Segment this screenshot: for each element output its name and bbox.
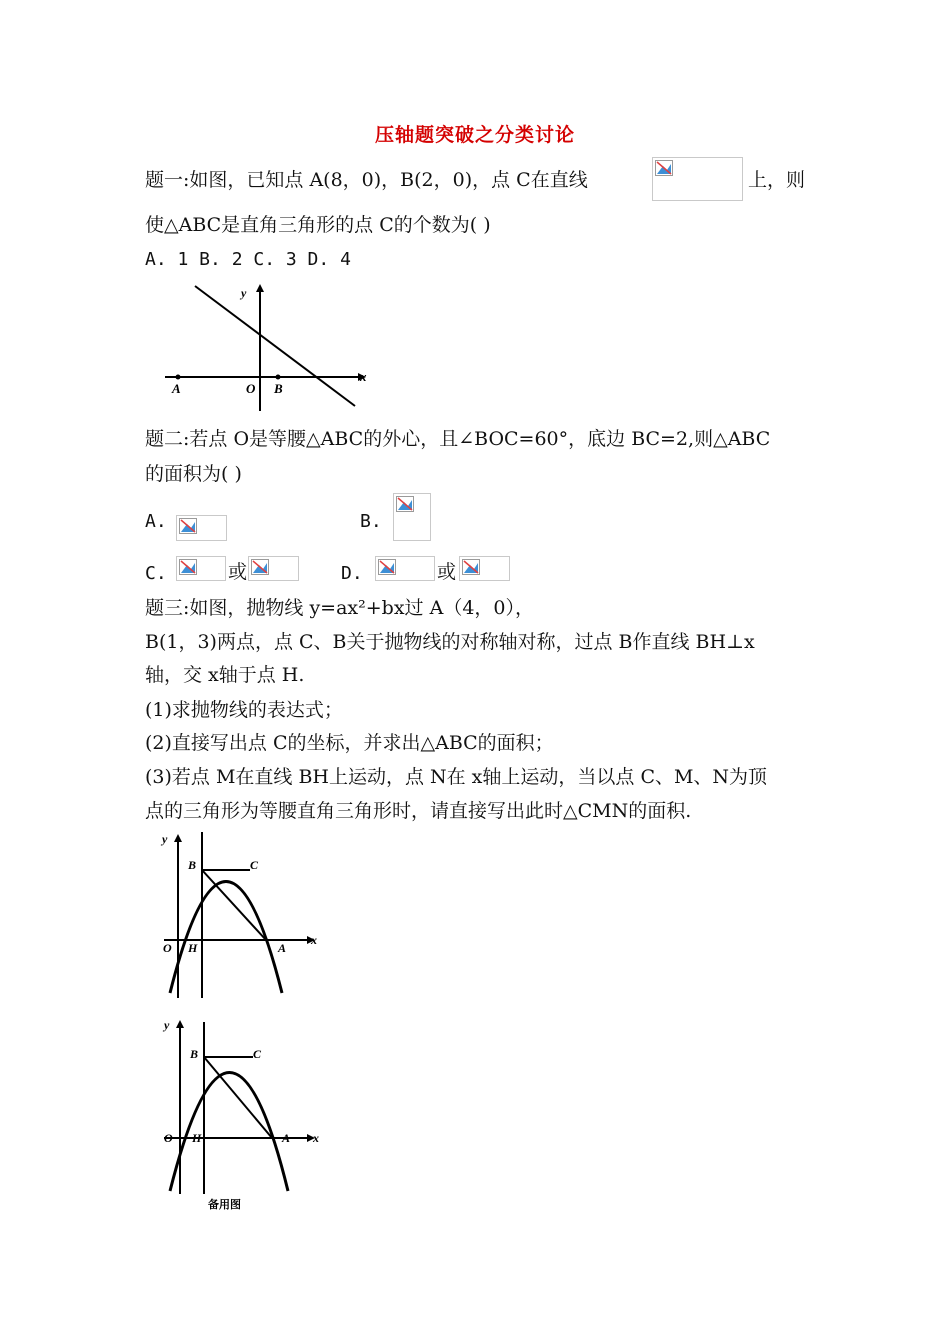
broken-image-icon: [179, 518, 197, 534]
figure-caption: 备用图: [208, 1198, 241, 1211]
y-axis-arrow-icon: [176, 1020, 184, 1028]
x-label: x: [313, 1131, 319, 1145]
label-b: B: [190, 1047, 199, 1061]
segment-ba: [204, 1057, 272, 1138]
broken-image-icon: [462, 559, 480, 575]
q3-line4: (1)求抛物线的表达式；: [145, 699, 343, 721]
label-b: B: [188, 858, 197, 872]
y-axis-arrow-icon: [174, 834, 182, 842]
parabola: [170, 1073, 291, 1192]
q2-option-c-label: C.: [145, 563, 167, 584]
label-o: O: [246, 381, 256, 396]
q2-line2: 的面积为( ): [145, 463, 242, 485]
option-a-image-placeholder: [176, 515, 227, 541]
q2-line1: 题二:若点 O是等腰△ABC的外心，且∠BOC=60°，底边 BC=2,则△ABC: [145, 428, 771, 450]
q1-line2: 使△ABC是直角三角形的点 C的个数为( ): [145, 214, 491, 236]
y-label: y: [241, 286, 247, 300]
segment-ba: [202, 870, 266, 940]
parabola: [170, 882, 282, 994]
q3-line3: 轴，交 x轴于点 H.: [145, 664, 305, 686]
point-a: [176, 375, 181, 380]
q1-options: A. 1 B. 2 C. 3 D. 4: [145, 249, 351, 270]
option-c2-image-placeholder: [248, 556, 299, 581]
label-o: O: [163, 941, 172, 955]
option-c1-image-placeholder: [176, 556, 226, 581]
broken-image-icon: [655, 160, 673, 176]
label-h: H: [192, 1131, 202, 1145]
broken-image-icon: [396, 496, 414, 512]
q1-line1-text: 题一:如图，已知点 A(8，0)，B(2，0)，点 C在直线: [145, 169, 588, 191]
q1-line1-tail: 上，则: [748, 169, 806, 191]
q2-option-a-label: A.: [145, 511, 167, 532]
y-axis-arrow-icon: [256, 284, 264, 292]
label-b: B: [274, 381, 283, 396]
option-d2-image-placeholder: [459, 556, 510, 581]
label-a: A: [282, 1131, 291, 1145]
q3-line5: (2)直接写出点 C的坐标，并求出△ABC的面积；: [145, 732, 554, 754]
q3-line7: 点的三角形为等腰直角三角形时，请直接写出此时△CMN的面积.: [145, 800, 692, 822]
q2-or-2: 或: [437, 561, 457, 583]
label-o: O: [164, 1131, 173, 1145]
broken-image-placeholder: [652, 157, 743, 201]
q3-line6: (3)若点 M在直线 BH上运动，点 N在 x轴上运动，当以点 C、M、N为顶: [145, 766, 768, 788]
x-label: x: [311, 933, 317, 947]
q2-option-b-label: B.: [360, 511, 382, 532]
q3-line2: B(1，3)两点，点 C、B关于抛物线的对称轴对称，过点 B作直线 BH⊥x: [145, 631, 755, 653]
label-a: A: [278, 941, 287, 955]
label-a: A: [172, 381, 181, 396]
q2-option-d-label: D.: [341, 563, 363, 584]
page-title: 压轴题突破之分类讨论: [374, 124, 575, 146]
q3-figure-main: [160, 828, 330, 1000]
x-label: x: [360, 369, 367, 384]
q1-line1: [145, 167, 588, 193]
q3-figure-backup: [160, 1016, 330, 1212]
option-d1-image-placeholder: [375, 556, 435, 581]
label-c: C: [253, 1047, 262, 1061]
y-label: y: [162, 832, 168, 846]
q2-or-1: 或: [228, 561, 248, 583]
q1-figure: [160, 280, 370, 415]
q3-line1: 题三:如图，抛物线 y=ax²+bx过 A（4，0），: [145, 597, 534, 619]
label-h: H: [188, 941, 198, 955]
option-b-image-placeholder: [393, 493, 431, 541]
broken-image-icon: [251, 559, 269, 575]
y-label: y: [164, 1018, 170, 1032]
broken-image-icon: [378, 559, 396, 575]
label-c: C: [250, 858, 259, 872]
broken-image-icon: [179, 559, 197, 575]
point-b: [276, 375, 281, 380]
